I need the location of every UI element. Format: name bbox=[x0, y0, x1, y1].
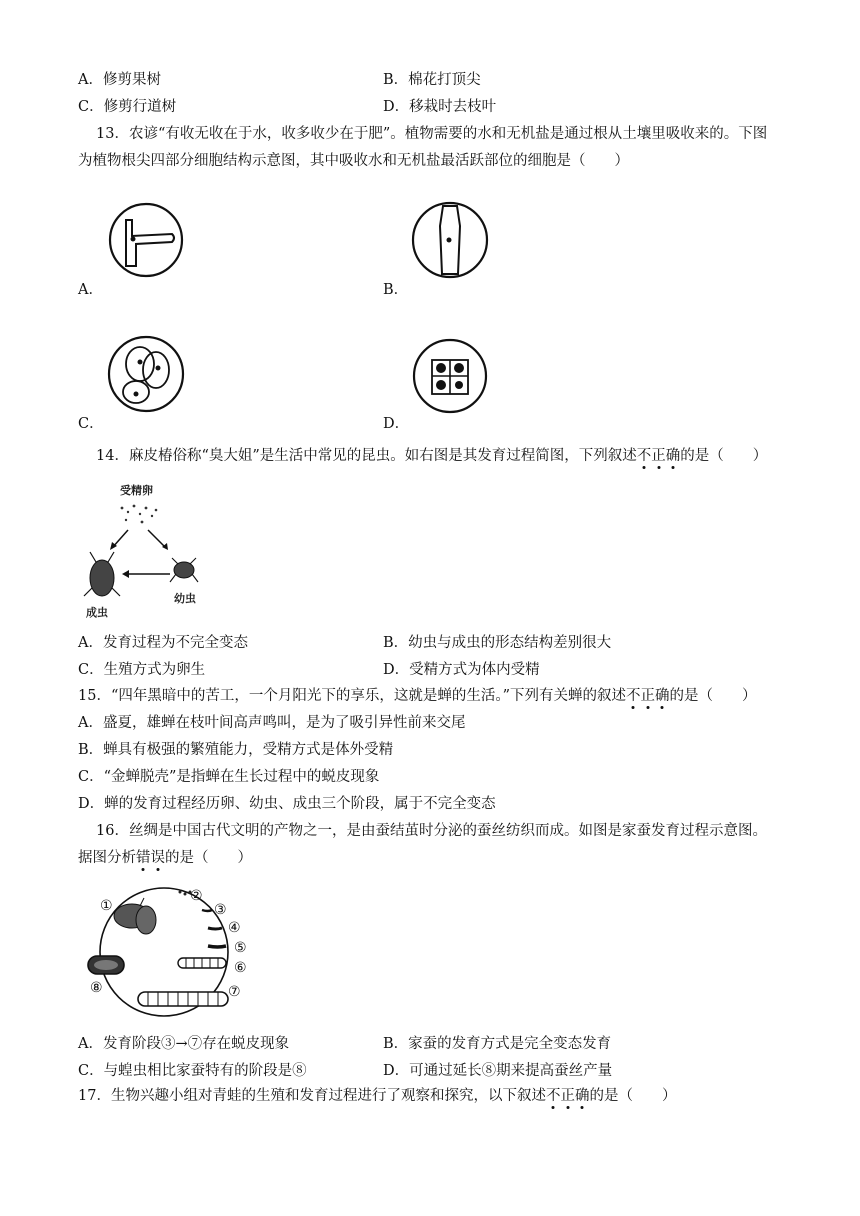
q12-option-b: B．棉花打顶尖 bbox=[383, 72, 481, 88]
svg-text:⑦: ⑦ bbox=[228, 984, 241, 1000]
q15-option-d: D．蝉的发育过程经历卵、幼虫、成虫三个阶段，属于不完全变态 bbox=[78, 796, 496, 812]
emphasis-dot: 正 bbox=[651, 448, 666, 464]
emphasis-dot: 不 bbox=[545, 1088, 561, 1104]
meristem-cells-figure bbox=[410, 330, 490, 424]
q14-option-a: A．发育过程为不完全变态 bbox=[78, 635, 248, 651]
emphasis-dot: 确 bbox=[655, 688, 670, 704]
emphasis-dot: 误 bbox=[150, 850, 165, 866]
root-hair-cell-figure bbox=[106, 190, 186, 290]
q14-option-c: C．生殖方式为卵生 bbox=[78, 662, 206, 678]
q13-option-a: A． bbox=[78, 282, 103, 298]
q14-option-d: D．受精方式为体内受精 bbox=[383, 662, 540, 678]
q16-option-a: A．发育阶段③→⑦存在蜕皮现象 bbox=[78, 1036, 290, 1052]
q16-option-d: D．可通过延长⑧期来提高蚕丝产量 bbox=[383, 1063, 613, 1079]
mature-cells-figure bbox=[106, 324, 186, 424]
svg-text:成虫: 成虫 bbox=[86, 606, 108, 619]
q17-stem: 17．生物兴趣小组对青蛙的生殖和发育过程进行了观察和探究，以下叙述不正确的是（ ） bbox=[78, 1088, 677, 1104]
q14-stem: 14．麻皮椿俗称“臭大姐”是生活中常见的昆虫。如右图是其发育过程简图，下列叙述不正确的是（ ） bbox=[96, 448, 768, 464]
svg-text:⑥: ⑥ bbox=[234, 960, 247, 976]
svg-text:④: ④ bbox=[228, 920, 241, 936]
q16-option-b: B．家蚕的发育方式是完全变态发育 bbox=[383, 1036, 612, 1052]
q13-option-c: C． bbox=[78, 416, 104, 432]
emphasis-dot: 确 bbox=[574, 1088, 590, 1104]
q15-option-b: B．蝉具有极强的繁殖能力，受精方式是体外受精 bbox=[78, 742, 394, 758]
silkworm-lifecycle-figure bbox=[82, 880, 262, 1020]
svg-text:②: ② bbox=[190, 888, 203, 904]
emphasis-dot: 正 bbox=[560, 1088, 575, 1104]
q16-stem-line1: 16．丝绸是中国古代文明的产物之一，是由蚕结茧时分泌的蚕丝纺织而成。如图是家蚕发育过程示意图。 bbox=[96, 823, 767, 839]
stinkbug-lifecycle-figure bbox=[82, 478, 214, 620]
emphasis-dot: 错 bbox=[136, 850, 151, 866]
q15-stem: 15．“四年黑暗中的苦工，一个月阳光下的享乐，这就是蝉的生活。”下列有关蝉的叙述不正确的是（ ） bbox=[78, 688, 757, 704]
q13-stem-line2: 为植物根尖四部分细胞结构示意图，其中吸收水和无机盐最活跃部位的细胞是（ ） bbox=[78, 153, 629, 169]
q16-stem-line2: 据图分析错误的是（ ） bbox=[78, 850, 252, 866]
q15-option-c: C．“金蝉脱壳”是指蝉在生长过程中的蜕皮现象 bbox=[78, 769, 380, 785]
q16-option-c: C．与蝗虫相比家蚕特有的阶段是⑧ bbox=[78, 1063, 307, 1079]
emphasis-dot: 不 bbox=[626, 688, 641, 704]
svg-text:幼虫: 幼虫 bbox=[174, 592, 196, 605]
emphasis-dot: 不 bbox=[636, 448, 652, 464]
q12-option-d: D．移栽时去枝叶 bbox=[383, 99, 497, 115]
emphasis-dot: 确 bbox=[665, 448, 681, 464]
elongation-cell-figure bbox=[410, 190, 490, 290]
svg-text:⑤: ⑤ bbox=[234, 940, 247, 956]
q14-option-b: B．幼虫与成虫的形态结构差别很大 bbox=[383, 635, 612, 651]
svg-text:⑧: ⑧ bbox=[90, 980, 103, 996]
q12-option-c: C．修剪行道树 bbox=[78, 99, 177, 115]
q15-option-a: A．盛夏，雄蝉在枝叶间高声鸣叫，是为了吸引异性前来交尾 bbox=[78, 715, 466, 731]
svg-text:受精卵: 受精卵 bbox=[120, 484, 153, 497]
q13-option-d: D． bbox=[383, 416, 410, 432]
q12-option-a: A．修剪果树 bbox=[78, 72, 161, 88]
q13-stem-line1: 13．农谚“有收无收在于水，收多收少在于肥”。植物需要的水和无机盐是通过根从土壤里吸收来的。下图 bbox=[96, 126, 768, 142]
emphasis-dot: 正 bbox=[640, 688, 656, 704]
moth-icon bbox=[114, 898, 156, 934]
svg-text:①: ① bbox=[100, 898, 113, 914]
svg-text:③: ③ bbox=[214, 902, 227, 918]
q13-option-b: B． bbox=[383, 282, 409, 298]
